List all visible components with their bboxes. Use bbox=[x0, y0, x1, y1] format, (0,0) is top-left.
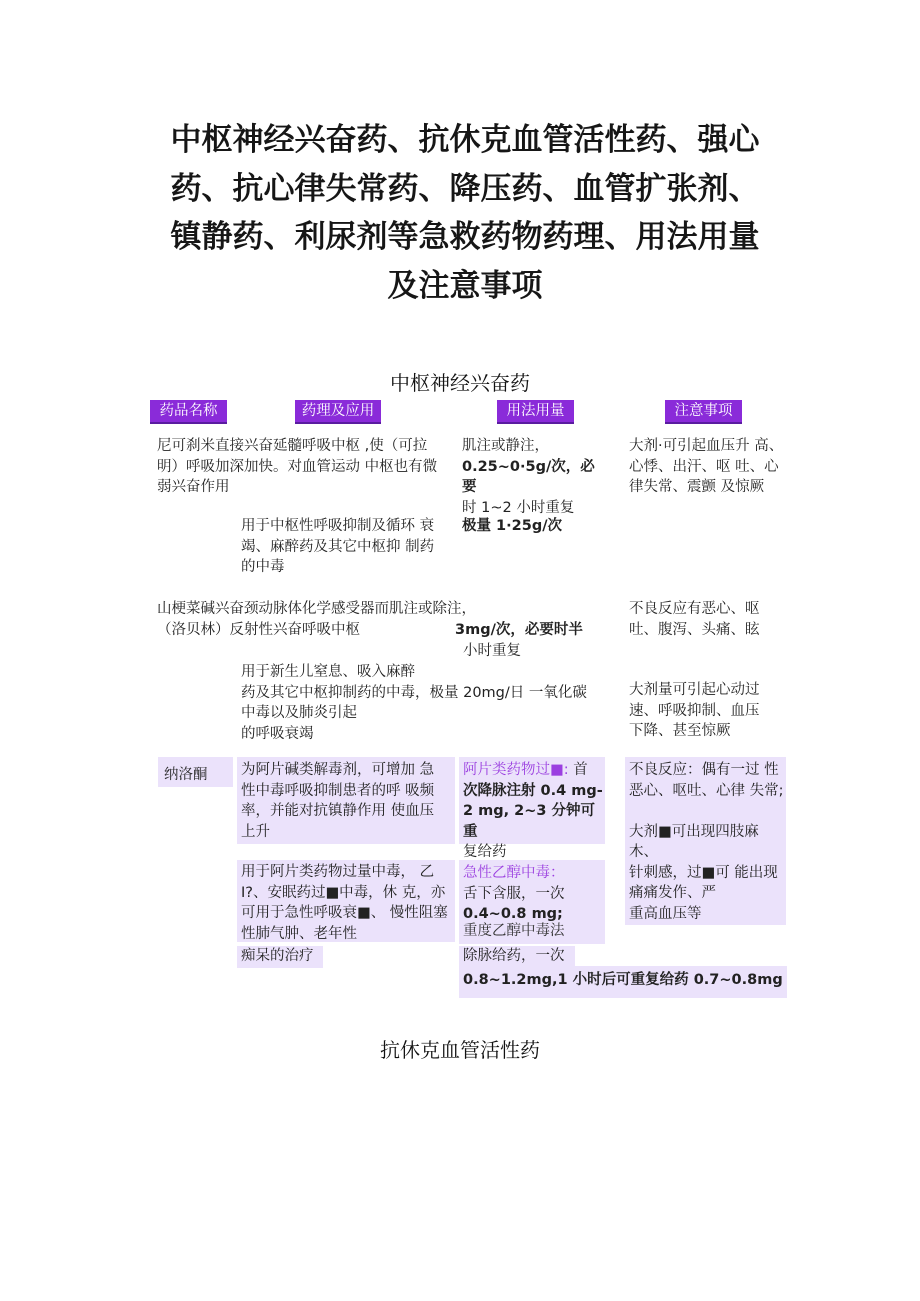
naloxone-opioid-usage: 阿片类药物过■: 首 次降脉注射 0.4 mg- 2 mg, 2~3 分钟可重 复给药 bbox=[459, 757, 605, 844]
section-heading-cns: 中枢神经兴奋药 bbox=[390, 371, 530, 395]
nikethamide-usage: 肌注或静注， 0.25~0·5g/次，必 要 时 1~2 小时重复 bbox=[462, 438, 595, 516]
naloxone-name: 纳洛酮 bbox=[158, 757, 233, 787]
lobeline-side-effects: 不良反应有恶心、呕 吐、腹泻、头痛、眩 bbox=[629, 601, 760, 638]
header-pharmacology: 药理及应用 bbox=[295, 400, 381, 424]
lobeline-application: 用于新生儿窒息、吸入麻醉 药及其它中枢抑制药的中毒，极量 20mg/日 一氧化碳 中毒以及肺炎引起 的呼吸衰竭 bbox=[241, 664, 587, 742]
document-title bbox=[160, 116, 770, 310]
lobeline-line-2: （洛贝林）反射性兴奋呼吸中枢 bbox=[157, 622, 360, 638]
naloxone-application: 用于阿片类药物过量中毒， 乙 I?、安眠药过■中毒，休 克，亦 可用于急性呼吸衰■、 慢性阻塞 性肺气肿、老年性 bbox=[237, 860, 455, 942]
naloxone-pharmacology: 为阿片碱类解毒剂，可增加 急 性中毒呼吸抑制患者的呼 吸频 率，并能对抗镇静作用 使血压 上升 bbox=[237, 757, 455, 844]
lobeline-line-1: 山梗菜碱兴奋颈动脉体化学感受器而肌注或除注， bbox=[157, 601, 476, 617]
header-usage: 用法用量 bbox=[497, 400, 574, 424]
nikethamide-notes: 大剂·可引起血压升 高、 心悸、出汗、呕 吐、心 律失常、震颤 及惊厥 bbox=[629, 438, 784, 495]
naloxone-iv-usage: 除脉给药，一次 bbox=[459, 946, 575, 966]
naloxone-iv-dose: 0.8~1.2mg,1 小时后可重复给药 0.7~0.8mg bbox=[459, 966, 787, 998]
section-heading-antishock: 抗休克血管活性药 bbox=[380, 1038, 540, 1062]
nikethamide-pharmacology: 尼可刹米直接兴奋延髓呼吸中枢 ,使（可拉 明）呼吸加深加快。对血管运动 中枢也有微 弱兴奋作用 bbox=[157, 438, 438, 495]
lobeline-dose: 3mg/次，必要时半 bbox=[455, 622, 583, 638]
naloxone-alcohol-usage: 急性乙醇中毒： 舌下含服，一次 0.4~0.8 mg; 重度乙醇中毒法 bbox=[459, 860, 605, 944]
title-line: 中枢神经兴奋药、抗休克血管活性药、强心 bbox=[170, 122, 760, 158]
title-line: 镇静药、利尿剂等急救药物药理、用法用量 bbox=[170, 219, 760, 255]
naloxone-application-tail: 痴呆的治疗 bbox=[237, 946, 323, 968]
header-drug-name: 药品名称 bbox=[150, 400, 227, 424]
lobeline-repeat: 小时重复 bbox=[463, 643, 521, 659]
nikethamide-application: 用于中枢性呼吸抑制及循环 衰 竭、麻醉药及其它中枢抑 制药 的中毒 bbox=[241, 518, 435, 575]
nikethamide-max-dose: 极量 1·25g/次 bbox=[462, 518, 562, 534]
header-notes: 注意事项 bbox=[665, 400, 742, 424]
title-line: 及注意事项 bbox=[387, 267, 543, 304]
lobeline-overdose-notes: 大剂量可引起心动过 速、呼吸抑制、血压 下降、甚至惊厥 bbox=[629, 682, 760, 739]
naloxone-notes: 不良反应：偶有一过 性 恶心、呕吐、心律 失常; 大剂■可出现四肢麻 木、 针刺感，过■可 能出现 痛痛发作、严 重高血压等 bbox=[625, 757, 786, 925]
title-line: 药、抗心律失常药、降压药、血管扩张剂、 bbox=[170, 170, 760, 207]
